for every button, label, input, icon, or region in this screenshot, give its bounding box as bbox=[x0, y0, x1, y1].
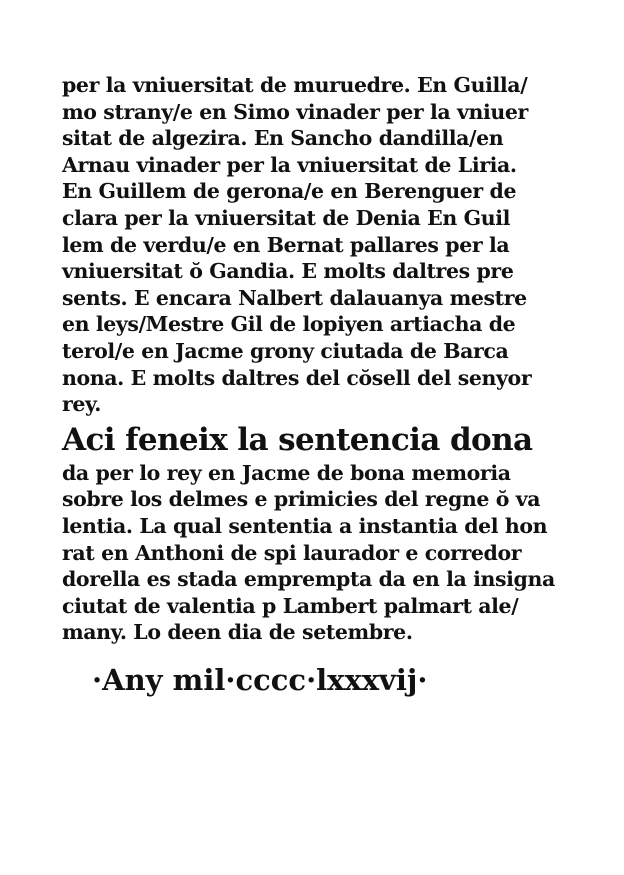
colophon-date: ·Any mil·cccc·lxxxvij· bbox=[92, 662, 428, 697]
colophon-line: dorella es stada emprempta da en la insigna bbox=[62, 567, 555, 592]
body-line: sitat de algezira. En Sancho dandilla/en bbox=[62, 126, 504, 151]
body-line: lem de verdu/e en Bernat pallares per la bbox=[62, 232, 510, 257]
body-line: sents. E encara Nalbert dalauanya mestre bbox=[62, 285, 527, 310]
colophon-line: sobre los delmes e primicies del regne ŏ va bbox=[62, 487, 541, 512]
body-line: clara per la vniuersitat de Denia En Guil bbox=[62, 205, 511, 230]
colophon-line: ciutat de valentia p Lambert palmart ale/ bbox=[62, 593, 519, 618]
body-line: vniuersitat ŏ Gandia. E molts daltres pre bbox=[62, 259, 514, 284]
body-line: en leys/Mestre Gil de lopiyen artiacha de bbox=[62, 312, 516, 337]
colophon-heading: Aci feneix la sentencia dona bbox=[62, 421, 533, 458]
colophon-line: many. Lo deen dia de setembre. bbox=[62, 620, 413, 645]
body-line: mo strany/e en Simo vinader per la vniuer bbox=[62, 99, 528, 124]
colophon-line: lentia. La qual sententia a instantia del hon bbox=[62, 513, 548, 538]
body-line: rey. bbox=[62, 392, 101, 417]
body-line: En Guillem de gerona/e en Berenguer de bbox=[62, 179, 517, 204]
body-line: Arnau vinader per la vniuersitat de Liria. bbox=[62, 152, 517, 177]
colophon-line: rat en Anthoni de spi laurador e corredor bbox=[62, 540, 522, 565]
text-block bbox=[62, 72, 555, 700]
body-line: nona. E molts daltres del cŏsell del senyor bbox=[62, 365, 532, 390]
body-line: terol/e en Jacme grony ciutada de Barca bbox=[62, 338, 509, 363]
colophon-line: da per lo rey en Jacme de bona memoria bbox=[62, 460, 511, 485]
body-line: per la vniuersitat de muruedre. En Guilla/ bbox=[62, 73, 528, 97]
